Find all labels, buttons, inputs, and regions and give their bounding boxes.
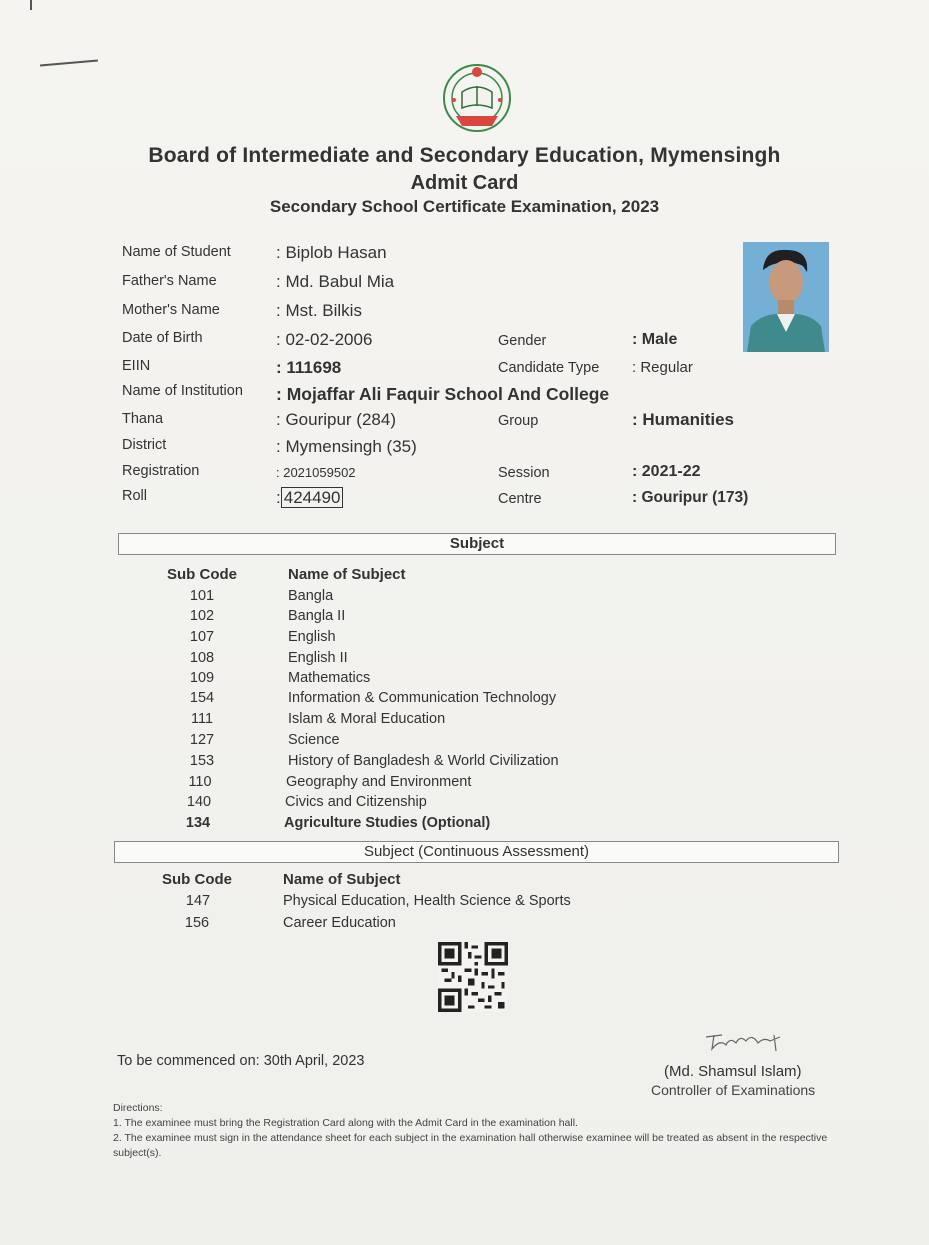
subject-name: English bbox=[288, 629, 336, 645]
ca-subject-name: Physical Education, Health Science & Sports bbox=[283, 893, 571, 909]
ca-subject-code: 147 bbox=[185, 893, 211, 909]
subject-name: Islam & Moral Education bbox=[288, 711, 446, 727]
subject-code: 110 bbox=[188, 774, 212, 790]
candidate-type-value: : Regular bbox=[632, 359, 693, 376]
subject-code: 107 bbox=[189, 629, 215, 645]
directions-title: Directions: bbox=[113, 1102, 163, 1114]
ca-subject-section-header: Subject (Continuous Assessment) bbox=[114, 841, 839, 863]
subject-code: 109 bbox=[189, 670, 215, 686]
card-title: Admit Card bbox=[410, 172, 519, 194]
group-value: : Humanities bbox=[632, 410, 735, 429]
dob-label: Date of Birth bbox=[122, 330, 203, 346]
name-value: : Biplob Hasan bbox=[276, 243, 387, 262]
board-logo-icon bbox=[440, 62, 514, 140]
roll-field bbox=[276, 488, 343, 508]
roll-prefix: : bbox=[276, 488, 281, 507]
subject-name: History of Bangladesh & World Civilization bbox=[288, 753, 559, 769]
registration-label: Registration bbox=[122, 463, 200, 479]
board-name: Board of Intermediate and Secondary Education, Mymensingh bbox=[148, 144, 781, 167]
candidate-type-label: Candidate Type bbox=[498, 360, 600, 376]
direction-item: 2. The examinee must sign in the attendance sheet for each subject in the examination hall otherwise examinee will be treated as absent in the respective subject(s). bbox=[113, 1132, 828, 1159]
subject-name: English II bbox=[288, 650, 348, 666]
institution-label: Name of Institution bbox=[122, 383, 243, 399]
subject-code: 153 bbox=[189, 753, 215, 769]
registration-value: : 2021059502 bbox=[276, 465, 356, 480]
subject-code: 134 bbox=[185, 815, 211, 831]
ca-subject-name-header: Name of Subject bbox=[283, 871, 401, 888]
centre-label: Centre bbox=[498, 491, 542, 507]
controller-name: (Md. Shamsul Islam) bbox=[664, 1063, 802, 1080]
qr-code bbox=[438, 942, 508, 1012]
subject-code: 108 bbox=[189, 650, 215, 666]
subject-code: 127 bbox=[189, 732, 215, 748]
subject-name: Science bbox=[288, 732, 340, 748]
ca-sub-code-header: Sub Code bbox=[162, 871, 232, 888]
thana-value: : Gouripur (284) bbox=[276, 410, 396, 429]
scan-pen-line bbox=[40, 59, 98, 66]
mother-label: Mother's Name bbox=[122, 302, 220, 318]
dob-value: : 02-02-2006 bbox=[276, 330, 373, 349]
subject-name-header: Name of Subject bbox=[288, 566, 406, 583]
subject-code: 111 bbox=[190, 711, 214, 727]
eiin-label: EIIN bbox=[122, 358, 151, 374]
mother-value: : Mst. Bilkis bbox=[276, 301, 362, 320]
session-value: : 2021-22 bbox=[632, 463, 701, 480]
district-label: District bbox=[122, 437, 167, 453]
eiin-value: : 111698 bbox=[276, 358, 342, 377]
subject-code: 154 bbox=[189, 690, 215, 706]
subject-name: Agriculture Studies (Optional) bbox=[284, 815, 491, 831]
subject-name: Civics and Citizenship bbox=[285, 794, 427, 810]
directions-block bbox=[113, 1101, 853, 1161]
controller-signature bbox=[700, 1025, 790, 1055]
subject-name: Bangla bbox=[288, 588, 334, 604]
session-label: Session bbox=[498, 465, 550, 481]
commence-date: To be commenced on: 30th April, 2023 bbox=[117, 1053, 365, 1069]
sub-code-header: Sub Code bbox=[167, 566, 237, 583]
centre-value: : Gouripur (173) bbox=[632, 489, 749, 506]
ca-subject-name: Career Education bbox=[283, 915, 396, 931]
subject-name: Information & Communication Technology bbox=[288, 690, 557, 706]
subject-name: Geography and Environment bbox=[286, 774, 472, 790]
father-value: : Md. Babul Mia bbox=[276, 272, 395, 291]
name-label: Name of Student bbox=[122, 244, 231, 260]
district-value: : Mymensingh (35) bbox=[276, 437, 417, 456]
gender-label: Gender bbox=[498, 333, 547, 349]
roll-label: Roll bbox=[122, 488, 147, 504]
subject-name: Mathematics bbox=[288, 670, 371, 686]
subject-code: 101 bbox=[189, 588, 215, 604]
subject-name: Bangla II bbox=[288, 608, 346, 624]
exam-title: Secondary School Certificate Examination, 2023 bbox=[269, 197, 660, 216]
direction-item: 1. The examinee must bring the Registration Card along with the Admit Card in the examination hall. bbox=[113, 1117, 578, 1129]
father-label: Father's Name bbox=[122, 273, 217, 289]
subject-code: 140 bbox=[186, 794, 212, 810]
institution-value: : Mojaffar Ali Faquir School And College bbox=[276, 384, 610, 404]
student-photo bbox=[743, 242, 829, 352]
gender-value: : Male bbox=[632, 331, 678, 348]
subject-code: 102 bbox=[189, 608, 215, 624]
roll-value: 424490 bbox=[281, 487, 344, 508]
group-label: Group bbox=[498, 413, 539, 429]
scan-mark bbox=[30, 0, 122, 10]
thana-label: Thana bbox=[122, 411, 164, 427]
controller-title: Controller of Examinations bbox=[651, 1082, 816, 1098]
subject-section-header: Subject bbox=[118, 533, 836, 555]
ca-subject-code: 156 bbox=[184, 915, 210, 931]
